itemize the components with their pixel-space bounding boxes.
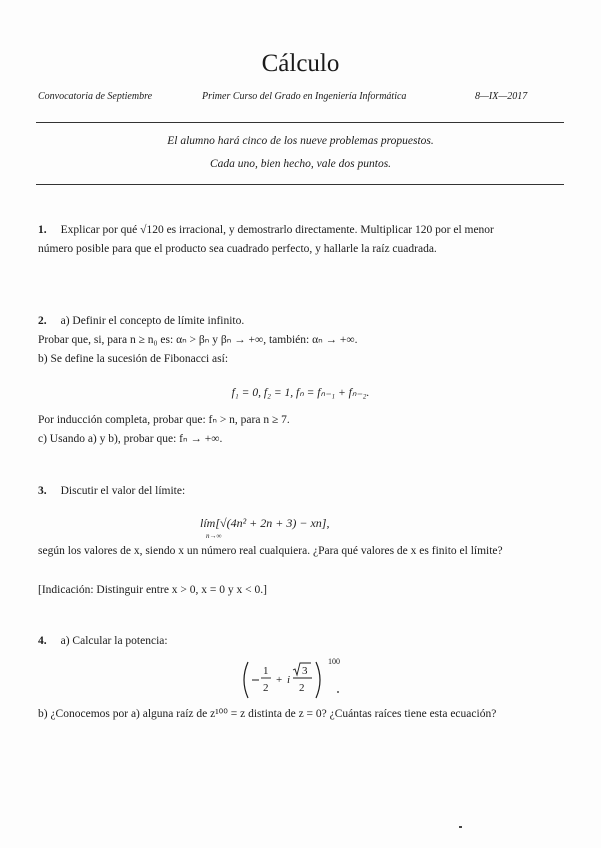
problem-4-a <box>38 632 528 651</box>
svg-text:3: 3 <box>302 665 308 677</box>
divider-bottom <box>36 184 564 185</box>
power-exponent: 100 <box>328 657 340 666</box>
problem-number: 2. <box>38 315 47 327</box>
svg-text:2: 2 <box>299 682 305 694</box>
problem-1 <box>38 221 528 259</box>
problem-2-b: b) Se define la sucesión de Fibonacci así: <box>38 353 229 365</box>
problem-number: 1. <box>38 224 47 236</box>
limit-subscript: n→∞ <box>206 532 222 540</box>
fibonacci-formula: f₁ = 0, f₂ = 1, fₙ = fₙ₋₁ + fₙ₋₂. <box>231 387 370 399</box>
problem-text: a) Definir el concepto de límite infinito. <box>60 315 245 327</box>
problem-3-hint: [Indicación: Distinguir entre x > 0, x = 0 y x < 0.] <box>38 584 267 596</box>
problem-2-c: c) Usando a) y b), probar que: fₙ → +∞. <box>38 433 223 445</box>
power-formula <box>240 657 360 704</box>
scan-mark <box>459 826 462 828</box>
divider-top <box>36 122 564 123</box>
problem-text: Explicar por qué √120 es irracional, y demostrarlo directamente. Multiplicar 120 por el menor número posible para que el producto sea cuadrado perfecto, y hallarle la raíz cuadrada. <box>38 224 494 255</box>
svg-text:i: i <box>287 674 291 686</box>
header-session: Convocatoria de Septiembre <box>38 91 153 102</box>
problem-3 <box>38 482 528 501</box>
problem-2-b2: Por inducción completa, probar que: fₙ > n, para n ≥ 7. <box>38 414 290 426</box>
intro-line-1: El alumno hará cinco de los nueve problemas propuestos. <box>167 135 434 147</box>
problem-number: 4. <box>38 635 47 647</box>
problem-text: a) Calcular la potencia: <box>60 635 168 647</box>
problem-2-a <box>38 312 528 331</box>
svg-text:+: + <box>276 674 283 686</box>
intro-line-2: Cada uno, bien hecho, vale dos puntos. <box>209 158 392 170</box>
problem-text: Discutir el valor del límite: <box>60 485 186 497</box>
header-course: Primer Curso del Grado en Ingeniería Informática <box>202 91 407 102</box>
problem-number: 3. <box>38 485 47 497</box>
header-date: 8—IX—2017 <box>475 91 528 102</box>
svg-text:2: 2 <box>263 682 269 694</box>
svg-text:1: 1 <box>263 665 269 677</box>
limit-formula: lím[√(4n² + 2n + 3) − xn], <box>200 516 330 530</box>
problem-4-b: b) ¿Conocemos por a) alguna raíz de z¹⁰⁰ = z distinta de z = 0? ¿Cuántas raíces tiene esta ecuación? <box>38 708 497 720</box>
power-formula-svg <box>240 660 360 700</box>
problem-3-text2: según los valores de x, siendo x un número real cualquiera. ¿Para qué valores de x es finito el límite? <box>38 545 503 557</box>
page-title: Cálculo <box>261 50 340 77</box>
problem-2-a2: Probar que, si, para n ≥ n₀ es: αₙ > βₙ y βₙ → +∞, también: αₙ → +∞. <box>38 334 358 346</box>
